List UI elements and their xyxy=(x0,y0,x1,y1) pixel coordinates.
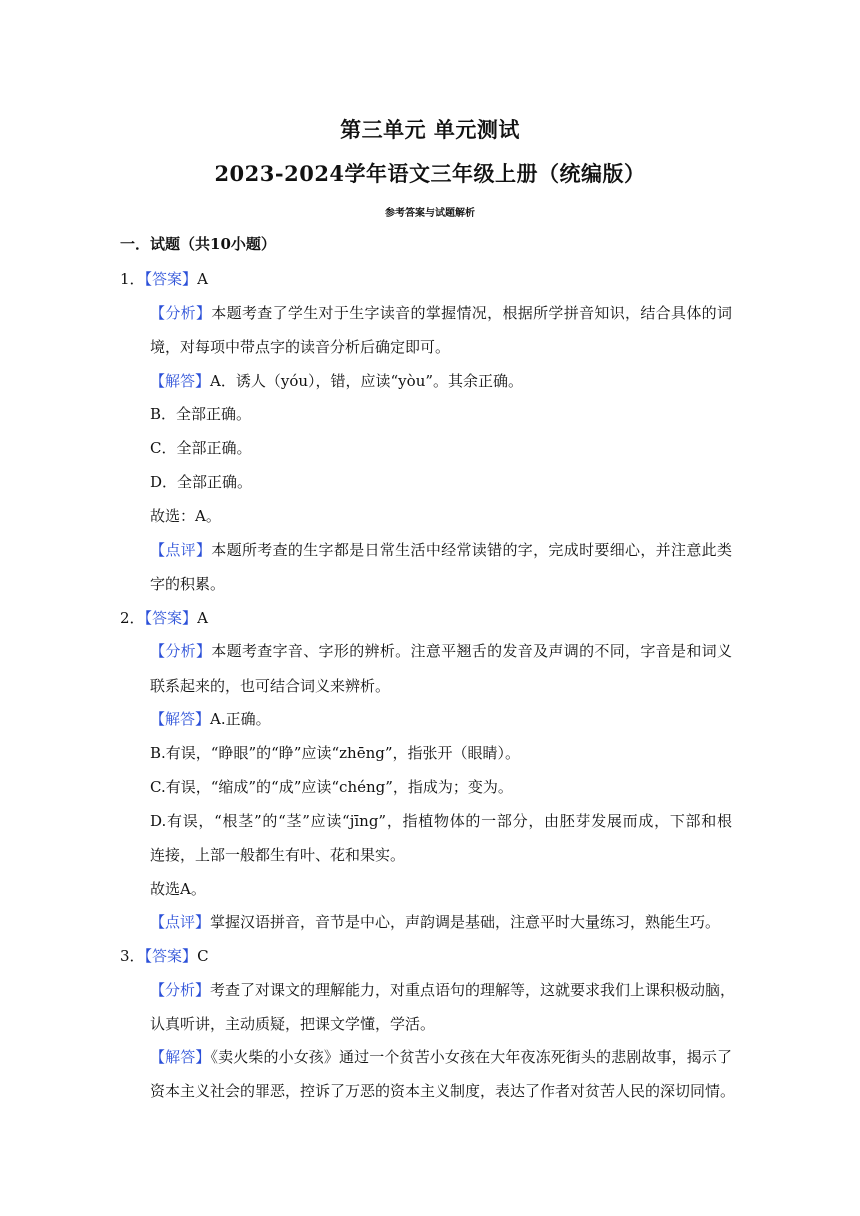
explanation-line xyxy=(150,912,720,932)
line-text: C.有误，“缩成”的“成”应读“chéng”，指成为；变为。 xyxy=(150,778,513,796)
line-text: 本题所考查的生字都是日常生活中经常读错的字，完成时要细心，并注意此类 xyxy=(211,541,732,559)
line-text: A xyxy=(197,270,208,288)
explanation-line xyxy=(150,811,732,831)
explanation-line xyxy=(150,845,405,865)
explanation-line xyxy=(150,879,206,899)
explanation-line xyxy=(150,676,390,696)
line-text: 字的积累。 xyxy=(150,575,226,593)
line-text: A xyxy=(197,609,208,627)
line-text: B．全部正确。 xyxy=(150,405,252,423)
explanation-line xyxy=(150,506,221,526)
page-title: 第三单元 单元测试 xyxy=(340,117,520,142)
bracket-tag: 【解答】 xyxy=(150,372,211,390)
line-text: 境，对每项中带点字的读音分析后确定即可。 xyxy=(150,338,451,356)
justified-text xyxy=(150,1047,732,1067)
bracket-tag: 【解答】 xyxy=(150,710,211,728)
line-text: 掌握汉语拼音，音节是中心，声韵调是基础，注意平时大量练习，熟能生巧。 xyxy=(210,913,721,931)
bracket-tag: 【答案】 xyxy=(144,609,198,627)
answer-key-heading: 参考答案与试题解析 xyxy=(385,208,475,219)
question-answer-line xyxy=(120,946,209,966)
line-text: 故选A。 xyxy=(150,880,206,898)
explanation-line xyxy=(150,472,252,492)
explanation-line xyxy=(150,1014,435,1034)
line-text: 本题考查了学生对于生字读音的掌握情况，根据所学拼音知识，结合具体的词 xyxy=(211,304,732,322)
explanation-line xyxy=(150,303,732,323)
bracket-tag: 【答案】 xyxy=(144,947,198,965)
question-number: 3． xyxy=(120,947,145,965)
question-answer-line xyxy=(120,608,208,628)
line-text: C．全部正确。 xyxy=(150,439,252,457)
bracket-tag: 【分析】 xyxy=(150,642,212,660)
explanation-line xyxy=(150,574,225,594)
bracket-tag: 【分析】 xyxy=(150,304,212,322)
bracket-tag: 【解答】 xyxy=(150,1048,211,1066)
justified-text xyxy=(150,540,732,560)
explanation-line xyxy=(150,404,251,424)
explanation-line xyxy=(150,709,271,729)
question-answer-line xyxy=(120,269,208,289)
bracket-tag: 【答案】 xyxy=(144,270,198,288)
line-text: D.有误，“根茎”的“茎”应读“jīng”，指植物体的一部分，由胚芽发展而成，下部和根 xyxy=(150,812,732,830)
bracket-tag: 【点评】 xyxy=(150,541,212,559)
line-text: A．诱人（yóu），错，应读“yòu”。其余正确。 xyxy=(210,372,524,390)
line-text: 考查了对课文的理解能力，对重点语句的理解等，这就要求我们上课积极动脑， xyxy=(210,981,736,999)
line-text: 本题考查字音、字形的辨析。注意平翘舌的发音及声调的不同，字音是和词义 xyxy=(211,642,732,660)
question-number: 1． xyxy=(120,270,145,288)
line-text: C xyxy=(197,947,209,965)
line-text: D．全部正确。 xyxy=(150,473,253,491)
justified-text xyxy=(150,641,732,661)
justified-text xyxy=(150,811,732,831)
explanation-line xyxy=(150,980,736,1000)
line-text: 《卖火柴的小女孩》通过一个贫苦小女孩在大年夜冻死街头的悲剧故事，揭示了 xyxy=(210,1048,732,1066)
question-number: 2． xyxy=(120,609,145,627)
line-text: 故选：A。 xyxy=(150,507,221,525)
line-text: 认真听讲，主动质疑，把课文学懂，学活。 xyxy=(150,1015,436,1033)
line-text: 联系起来的，也可结合词义来辨析。 xyxy=(150,677,391,695)
explanation-line xyxy=(150,1047,732,1067)
line-text: 资本主义社会的罪恶，控诉了万恶的资本主义制度，表达了作者对贫苦人民的深切同情。 xyxy=(150,1082,736,1100)
explanation-line xyxy=(150,777,513,797)
bracket-tag: 【分析】 xyxy=(150,981,211,999)
explanation-line xyxy=(150,371,523,391)
justified-text xyxy=(150,303,732,323)
explanation-line xyxy=(150,540,732,560)
explanation-line xyxy=(150,438,251,458)
explanation-line xyxy=(150,337,450,357)
page-subtitle-grade: 2023-2024学年语文三年级上册（统编版） xyxy=(214,161,646,186)
line-text: 连接，上部一般都生有叶、花和果实。 xyxy=(150,846,406,864)
justified-text xyxy=(150,1081,736,1101)
section-heading: 一．试题（共10小题） xyxy=(120,235,276,253)
line-text: A.正确。 xyxy=(210,710,271,728)
explanation-line xyxy=(150,1081,736,1101)
explanation-line xyxy=(150,743,520,763)
explanation-line xyxy=(150,641,732,661)
bracket-tag: 【点评】 xyxy=(150,913,211,931)
justified-text xyxy=(150,980,736,1000)
line-text: B.有误，“睁眼”的“睁”应读“zhēng”，指张开（眼睛）。 xyxy=(150,744,521,762)
